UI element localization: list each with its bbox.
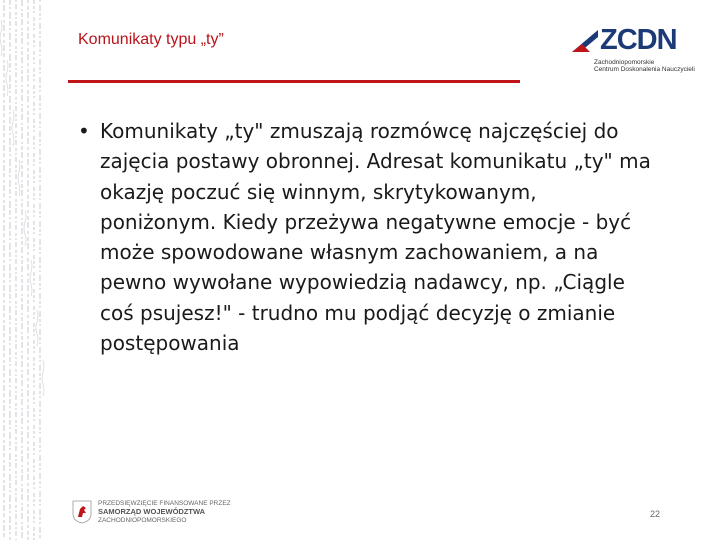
bullet-marker: • [78,119,90,143]
page-number: 22 [650,509,661,519]
griffin-crest-icon [72,500,92,524]
slide-body [78,116,658,358]
bullet-item [78,116,658,358]
bullet-text: Komunikaty „ty" zmuszają rozmówcę najczęściej do zajęcia postawy obronnej. Adresat komunikatu „ty" ma okazję poczuć się winnym, skrytykowanym, poniżonym. Kiedy przeżywa negatywne emocje - być może spowodowane własnym zachowaniem, a na pewno wywołane wypowiedzią nadawcy, np. „Ciągle coś psujesz!" - trudno mu podjąć decyzję o zmianie postępowania [100,119,651,356]
footer-line2: SAMORZĄD WOJEWÓDZTWA [98,507,206,516]
slide-title: Komunikaty typu „ty” [78,31,224,48]
logo-subtitle-line2: Centrum Doskonalenia Nauczycieli [594,66,695,73]
zcdn-logo-mark-icon [572,30,598,52]
logo-subtitle-line1: Zachodniopomorskie [594,59,655,66]
footer-line3: ZACHODNIOPOMORSKIEGO [98,517,187,524]
title-underline [68,80,520,83]
handwriting-lines [0,0,48,540]
handwriting-decoration [0,0,48,540]
footer-sponsor-logo [72,497,231,529]
logo-wordmark: ZCDN [600,24,677,56]
footer-line1: PRZEDSIĘWZIĘCIE FINANSOWANE PRZEZ [98,500,231,507]
zcdn-logo [572,24,695,73]
